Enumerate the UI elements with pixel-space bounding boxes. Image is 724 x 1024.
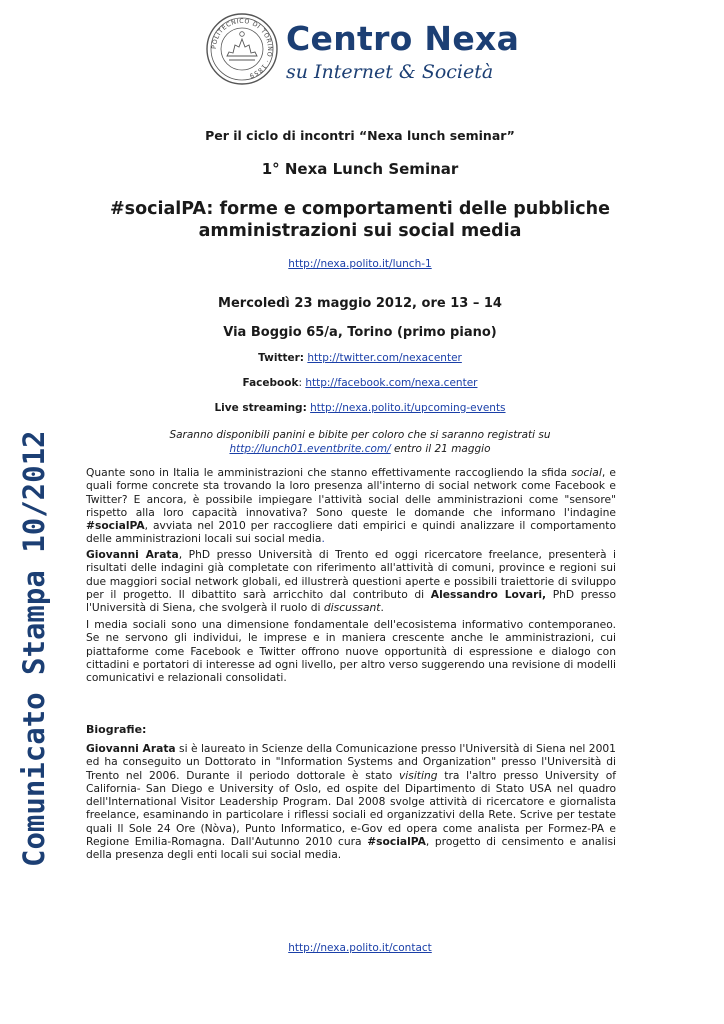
facebook-label: Facebook <box>242 377 299 389</box>
seminar-name: 1° Nexa Lunch Seminar <box>261 160 459 178</box>
event-url-line <box>80 258 640 270</box>
registration-note-line2 <box>80 442 640 456</box>
event-title-line1: #socialPA: forme e comportamenti delle pubbliche <box>110 199 610 219</box>
intro-paragraph <box>86 466 616 546</box>
speakers-paragraph <box>86 548 616 614</box>
footer <box>80 942 640 954</box>
biography-paragraph <box>86 742 616 862</box>
bio-text-2: tra l'altro presso University of California- San Diego e University of Oslo, ed ospite del Dipartimento di Stato USA nel quadro dell'International Visitor Leadership Program. Dal 2008 svolge attività di ricercatore e giornalista freelance, esaminando in particolare i riflessi sociali ed organizzativi della Rete. Scrive per testate quali Il Sole 24 Ore (Nòva), Punto Informatico, e-Gov ed opera come analista per Formez-PA e Regione Emilia-Romagna. Dall'Autunno 2010 cura <box>86 768 616 849</box>
bio-text-1: si è laureato in Scienze della Comunicazione presso l'Università di Siena nel 2001 ed ha conseguito un Dottorato in "Information Systems and Organization" presso l'Università di Trento nel 2006. Durante il periodo dottorale è stato <box>86 742 616 782</box>
facebook-link[interactable]: http://facebook.com/nexa.center <box>305 377 478 389</box>
intro-text-3: , avviata nel 2010 per raccogliere dati empirici e quindi analizzare il comportamento delle amministrazioni locali sui social media <box>86 519 616 546</box>
intro-project-name: #socialPA <box>86 519 145 533</box>
intro-text-2: , e quali forme concrete sta trovando la loro presenza all'interno di social network come Facebook e Twitter? E ancora, è possibile impiegare l'attività social delle amministrazioni come "sensore" rispetto alla loro capacità innovativa? Sono queste le domande che informano l'indagine <box>86 466 617 519</box>
registration-note <box>80 428 640 456</box>
registration-deadline: entro il 21 maggio <box>390 443 491 455</box>
event-series: Per il ciclo di incontri “Nexa lunch seminar” <box>205 128 515 143</box>
event-link[interactable]: http://nexa.polito.it/lunch-1 <box>288 258 432 270</box>
bio-text-3: , progetto di censimento e analisi della presenza degli enti locali sui social media. <box>86 835 617 862</box>
speakers-text-1: , PhD presso Università di Trento ed oggi ricercatore freelance, presenterà i risultati delle indagini già completate con riferimento all'attività di comuni, province e regioni sui due maggiori social network globali, ed illustrerà questioni aperte e possibili traiettorie di sviluppo per il progetto. Il dibattito sarà arricchito dal contributo di <box>86 548 616 601</box>
facebook-line <box>80 377 640 389</box>
twitter-link[interactable]: http://twitter.com/nexacenter <box>307 352 462 364</box>
bio-name: Giovanni Arata <box>86 742 176 755</box>
streaming-link[interactable]: http://nexa.polito.it/upcoming-events <box>310 402 506 414</box>
eventbrite-link[interactable]: http://lunch01.eventbrite.com/ <box>229 443 391 455</box>
brand-title: Centro Nexa <box>286 19 520 58</box>
event-venue: Via Boggio 65/a, Torino (primo piano) <box>223 325 497 340</box>
registration-note-line1: Saranno disponibili panini e bibite per coloro che si saranno registrati su <box>169 429 551 441</box>
streaming-label: Live streaming: <box>214 402 307 414</box>
event-date: Mercoledì 23 maggio 2012, ore 13 – 14 <box>218 296 502 311</box>
bio-project-name: #socialPA <box>367 835 426 849</box>
discussant-name: Alessandro Lovari, <box>430 587 547 601</box>
discussant-role: discussant <box>323 601 381 615</box>
press-release-banner-text: Comunicato Stampa 10/2012 <box>17 430 51 867</box>
brand-subtitle: su Internet & Società <box>286 61 494 83</box>
facebook-separator: : <box>298 377 302 389</box>
speakers-text-2: PhD presso l'Università di Siena, che svolgerà il ruolo di <box>86 587 616 615</box>
streaming-line <box>80 402 640 414</box>
seal-lettering: POLITECNICO DI TORINO · 1859 <box>210 17 274 79</box>
politecnico-seal-logo <box>205 12 279 86</box>
brand-block <box>286 20 519 85</box>
intro-text-1: Quante sono in Italia le amministrazioni che stanno effettivamente raccogliendo la sfida <box>86 466 572 479</box>
contact-link[interactable]: http://nexa.polito.it/contact <box>288 942 432 954</box>
intro-end-dot: . <box>321 532 325 546</box>
intro-emphasis: social <box>571 466 602 479</box>
bio-emphasis: visiting <box>398 768 438 782</box>
press-release-banner <box>19 362 49 867</box>
event-title-line2: amministrazioni sui social media <box>198 221 522 241</box>
twitter-line <box>80 352 640 364</box>
biographies-heading: Biografie: <box>86 723 147 736</box>
event-title <box>80 198 640 242</box>
twitter-label: Twitter: <box>258 352 304 364</box>
context-paragraph: I media sociali sono una dimensione fondamentale dell'ecosistema informativo contemporaneo. Se ne servono gli individui, le imprese e in maniera crescente anche le amministrazioni, cui piattaforme come Facebook e Twitter offrono nuove opportunità di espressione e dialogo con cittadini e portatori di interesse ad ogni livello, per altro verso suggerendo una revisione di modelli comunicativi e relazionali consolidati. <box>86 618 616 685</box>
speakers-text-3: . <box>380 601 384 615</box>
speaker-name: Giovanni Arata <box>86 548 179 561</box>
